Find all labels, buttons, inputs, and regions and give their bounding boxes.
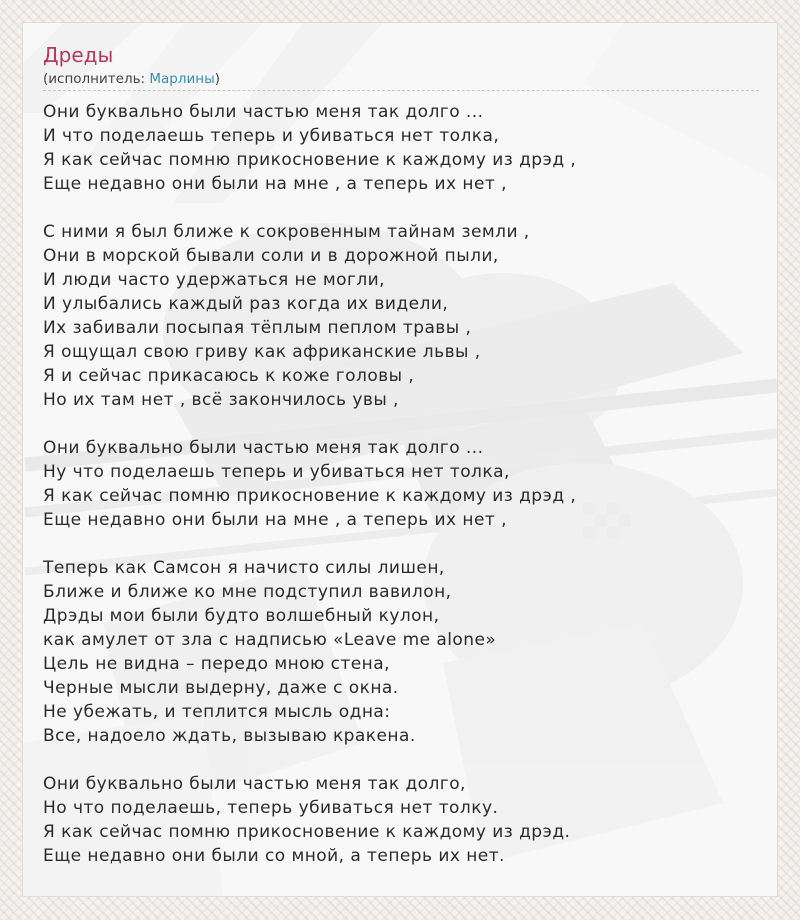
stanza: [43, 556, 759, 748]
lyric-line: Но их там нет , всё закончилось увы ,: [43, 390, 399, 410]
lyric-line: Теперь как Самсон я начисто силы лишен,: [43, 558, 445, 578]
lyrics-content: [43, 41, 759, 892]
lyric-line: Они буквально были частью меня так долго,: [43, 774, 466, 794]
lyric-line: Их забивали посыпая тёплым пеплом травы ,: [43, 318, 472, 338]
lyric-line: Черные мысли выдерну, даже с окна.: [43, 678, 399, 698]
stanza: [43, 772, 759, 868]
song-title: Дреды: [43, 43, 114, 67]
lyric-line: Все, надоело ждать, вызываю кракена.: [43, 726, 416, 746]
stanza: [43, 436, 759, 532]
lyrics-card: [22, 22, 778, 897]
lyric-line: Я как сейчас помню прикосновение к каждому из дрэд ,: [43, 486, 577, 506]
lyric-line: Они буквально были частью меня так долго ...: [43, 438, 484, 458]
lyric-line: И что поделаешь теперь и убиваться нет толка,: [43, 126, 500, 146]
lyric-line: Ближе и ближе ко мне подступил вавилон,: [43, 582, 452, 602]
lyric-line: Они в морской бывали соли и в дорожной пыли,: [43, 246, 499, 266]
stanza: [43, 220, 759, 412]
lyric-line: И люди часто удержаться не могли,: [43, 270, 386, 290]
lyric-line: Я и сейчас прикасаюсь к коже головы ,: [43, 366, 415, 386]
lyric-line: Цель не видна – передо мною стена,: [43, 654, 390, 674]
lyric-line: как амулет от зла с надписью «Leave me alone»: [43, 630, 497, 650]
performer-line: [43, 70, 759, 91]
stanza: [43, 100, 759, 196]
lyric-line: И улыбались каждый раз когда их видели,: [43, 294, 449, 314]
lyric-line: Я как сейчас помню прикосновение к каждому из дрэд.: [43, 822, 571, 842]
performer-suffix: ): [214, 71, 221, 87]
lyric-line: С ними я был ближе к сокровенным тайнам земли ,: [43, 222, 530, 242]
lyric-line: Еще недавно они были на мне , а теперь их нет ,: [43, 174, 507, 194]
lyrics-text: [43, 100, 759, 868]
performer-prefix: (исполнитель:: [43, 71, 150, 87]
lyric-line: Но что поделаешь, теперь убиваться нет толку.: [43, 798, 499, 818]
lyric-line: Еще недавно они были на мне , а теперь их нет ,: [43, 510, 507, 530]
lyric-line: Еще недавно они были со мной, а теперь их нет.: [43, 846, 505, 866]
performer-link[interactable]: Марлины: [149, 71, 215, 87]
lyric-line: Не убежать, и теплится мысль одна:: [43, 702, 391, 722]
lyric-line: Я как сейчас помню прикосновение к каждому из дрэд ,: [43, 150, 577, 170]
lyric-line: Ну что поделаешь теперь и убиваться нет толка,: [43, 462, 510, 482]
lyric-line: Они буквально были частью меня так долго ...: [43, 102, 484, 122]
lyric-line: Я ощущал свою гриву как африканские львы ,: [43, 342, 481, 362]
lyric-line: Дрэды мои были будто волшебный кулон,: [43, 606, 440, 626]
